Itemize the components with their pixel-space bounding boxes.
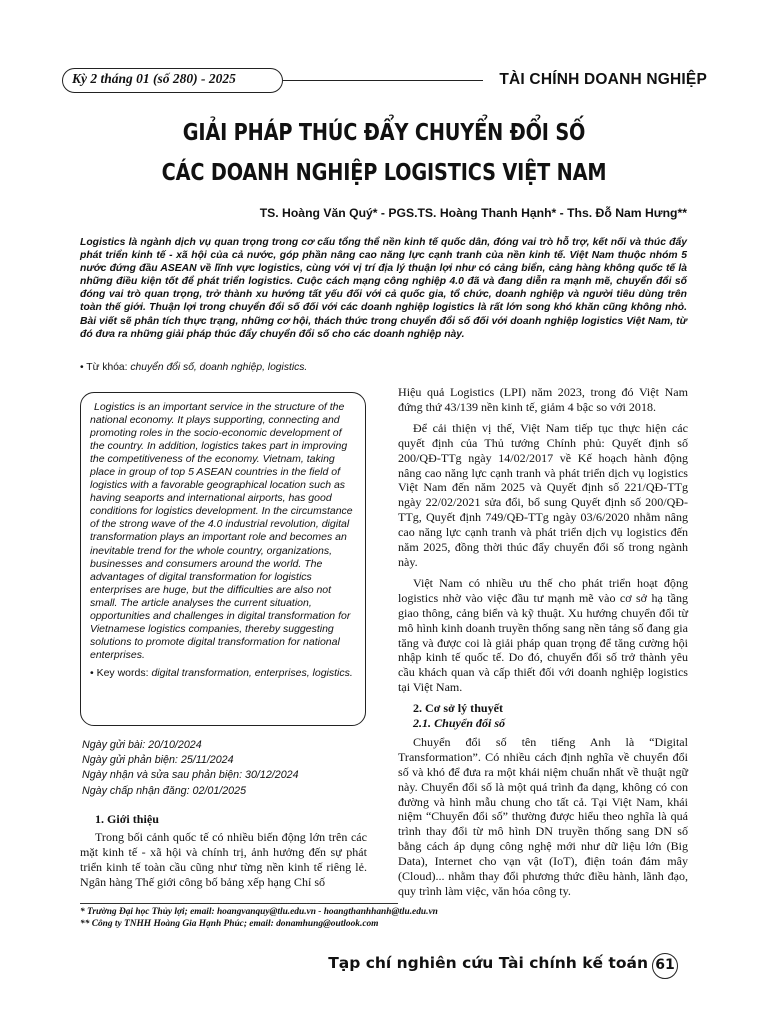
left-column-body	[80, 812, 367, 890]
submission-dates	[82, 738, 372, 799]
header-rule	[283, 80, 483, 81]
keywords-en-label: • Key words:	[90, 666, 149, 679]
date-accepted: Ngày chấp nhận đăng: 02/01/2025	[82, 784, 247, 797]
footnote-affiliation-1: * Trường Đại học Thủy lợi; email: hoangvanquy@tlu.edu.vn - hoangthanhhanh@tlu.edu.vn	[80, 907, 438, 917]
keywords-english	[90, 667, 356, 680]
paragraph-lpi: Hiệu quả Logistics (LPI) năm 2023, trong đó Việt Nam đứng thứ 43/139 nền kinh tế, giảm 4 bậc so với 2018.	[398, 385, 688, 414]
section-heading-intro: 1. Giới thiệu	[95, 812, 159, 826]
section-label: TÀI CHÍNH DOANH NGHIỆP	[499, 71, 707, 88]
date-revised: Ngày nhận và sửa sau phản biện: 30/12/2024	[82, 769, 299, 782]
section-heading-theory: 2. Cơ sở lý thuyết	[413, 701, 503, 716]
keywords-en-value: digital transformation, enterprises, logistics.	[151, 666, 353, 679]
authors: TS. Hoàng Văn Quý* - PGS.TS. Hoàng Thanh Hạnh* - Ths. Đỗ Nam Hưng**	[259, 206, 687, 220]
date-submitted: Ngày gửi bài: 20/10/2024	[82, 739, 202, 751]
article-title-line-2: CÁC DOANH NGHIỆP LOGISTICS VIỆT NAM	[161, 158, 607, 186]
issue-label: Kỳ 2 tháng 01 (số 280) - 2025	[72, 71, 236, 86]
paragraph-advantages: Việt Nam có nhiều ưu thế cho phát triển hoạt động logistics nhờ vào việc đầu tư mạnh mẽ vào cơ sở hạ tầng giao thông, cảng biển và kỹ thuật. Xu hướng chuyển đổi từ mô hình kinh doanh truyền thống sang nền tảng số đang gia tăng và được coi là giải pháp quan trọng để tăng cường hội nhập kinh tế quốc tế. Do đó, chuyển đổi số trở thành yêu cầu khách quan và cấp thiết đối với doanh nghiệp logistics tại Việt Nam.	[398, 575, 688, 695]
intro-paragraph: Trong bối cảnh quốc tế có nhiều biến động lớn trên các mặt kinh tế - xã hội và chính trị, ảnh hưởng đến sự phát triển kinh tế toàn cầu cũng như từng nền kinh tế riêng lẻ. Ngân hàng Thế giới công bố bảng xếp hạng Chỉ số	[80, 829, 367, 889]
english-abstract-box	[80, 392, 366, 726]
keywords-vietnamese	[80, 362, 687, 373]
abstract-vietnamese: Logistics là ngành dịch vụ quan trọng trong cơ cấu tổng thể nền kinh tế quốc dân, đóng vai trò hỗ trợ, kết nối và thúc đẩy phát triển kinh tế - xã hội của cả nước, góp phần nâng cao năng lực cạnh tranh của nền kinh tế. Việt Nam thuộc nhóm 5 nước đứng đầu ASEAN về lĩnh vực logistics, cùng với vị trí địa lý thuận lợi như có cảng biển, cảng hàng không quốc tế là những điều kiện tốt để phát triển logistics. Cuộc cách mạng công nghiệp 4.0 đã và đang diễn ra mạnh mẽ, chuyển đổi số đóng vai trò quan trọng, trở thành xu hướng tất yếu đối với cả quốc gia, tổ chức, doanh nghiệp và người tiêu dùng trên toàn thế giới. Thuận lợi trong chuyển đổi số đối với các doanh nghiệp logistics là rất lớn song khó khăn cũng không nhỏ. Bài viết sẽ phân tích thực trạng, những cơ hội, thách thức trong chuyển đổi số đối với doanh nghiệp logistics Việt Nam, từ đó đưa ra những giải pháp thúc đẩy chuyển đổi số cho các doanh nghiệp này.	[80, 237, 687, 340]
right-column-body	[398, 385, 688, 899]
page-number: 61	[652, 953, 678, 979]
abstract-english: Logistics is an important service in the structure of the national economy. It plays supporting, connecting and promoting roles in the socio-economic development of the country. In addition, logistics takes part in improving the competitiveness of the economy. Vietnam, taking place in group of top 5 ASEAN countries in the field of logistics with a favorable geographical location such as having seaports and international airports, has good conditions for logistics development. In the circumstance of the strong wave of the 4.0 industrial revolution, digital transformation plays an important role and becomes an inevitable trend for the whole country, organizations, businesses and consumers around the world. The advantages of digital transformation for logistics enterprises are huge, but the difficulties are also not small. The article analyses the current situation, opportunities and challenges in digital transformation for Vietnamese logistics companies, thereby suggesting solutions to promote digital transformation for national enterprises.	[90, 401, 353, 661]
subsection-heading-digital-transformation: 2.1. Chuyển đổi số	[413, 716, 506, 731]
date-sent-for-review: Ngày gửi phản biện: 25/11/2024	[82, 754, 234, 767]
keywords-vi-value: chuyển đổi số, doanh nghiệp, logistics.	[130, 362, 308, 373]
article-title-line-1: GIẢI PHÁP THÚC ĐẨY CHUYỂN ĐỔI SỐ	[182, 118, 586, 146]
paragraph-decisions: Để cải thiện vị thế, Việt Nam tiếp tục thực hiện các quyết định của Thủ tướng Chính phủ: Quyết định số 200/QĐ-TTg ngày 14/02/2017 về Kế hoạch hành động nâng cao năng lực cạnh tranh và phát triển dịch vụ logistics Việt Nam đến năm 2025 và Quyết định số 221/QĐ-TTg ngày 22/02/2021 sửa đổi, bổ sung Quyết định số 200/QĐ-TTg, Quyết định 749/QĐ-TTg ngày 03/6/2020 nhằm nâng cao năng lực cạnh tranh và phát triển dịch vụ logistics đến năm 2025, đồng thời thúc đẩy chuyển đổi số trong ngành này.	[398, 420, 688, 569]
footnote-rule	[80, 903, 398, 904]
paragraph-definition: Chuyển đổi số tên tiếng Anh là “Digital Transformation”. Có nhiều cách định nghĩa về chuyển đổi số và khó để đưa ra một khái niệm chuẩn nhất về thuật ngữ này. Chuyển đổi số là một quá trình đa dạng, không có con đường và hình mẫu chung cho tất cả. Tại Việt Nam, khái niệm “Chuyển đổi số” thường được hiểu theo nghĩa là quá trình thay đổi từ mô hình DN truyền thống sang DN số bằng cách áp dụng công nghệ mới như dữ liệu lớn (Big Data), Internet cho vạn vật (IoT), điện toán đám mây (Cloud)... nhằm thay đổi phương thức điều hành, lãnh đạo, quy trình làm việc, văn hóa công ty.	[398, 734, 688, 898]
keywords-vi-label: • Từ khóa:	[80, 362, 128, 373]
journal-name: Tạp chí nghiên cứu Tài chính kế toán	[328, 954, 648, 972]
footnote-affiliation-2: ** Công ty TNHH Hoàng Gia Hạnh Phúc; email: donamhung@outlook.com	[80, 919, 379, 929]
